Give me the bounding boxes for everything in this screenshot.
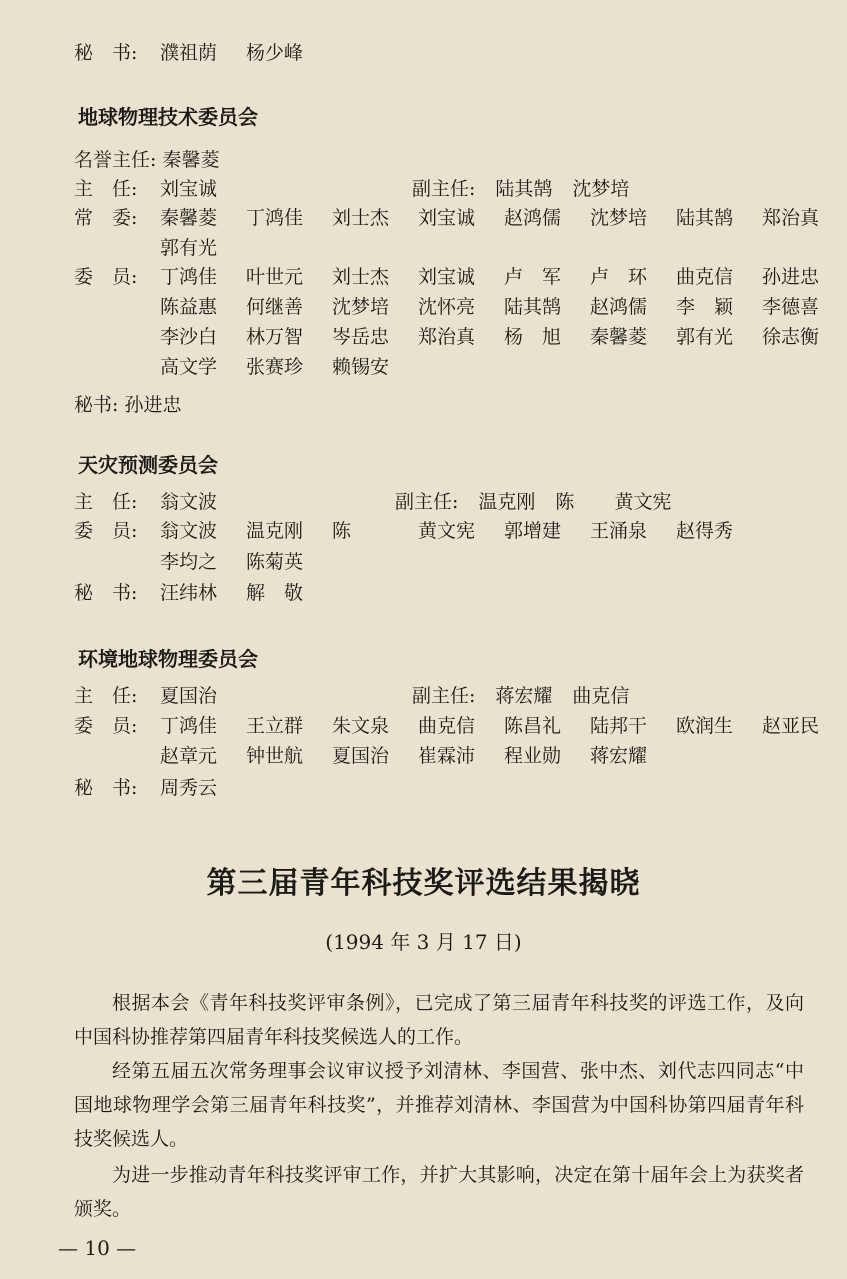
name: 王立群 bbox=[246, 715, 304, 737]
chair-label: 主 任: bbox=[74, 685, 138, 707]
name: 崔霖沛 bbox=[418, 745, 476, 767]
name: 朱文泉 bbox=[332, 715, 390, 737]
name: 丁鸿佳 bbox=[246, 207, 304, 229]
vice-chair-group bbox=[395, 489, 691, 515]
article-paragraph: 根据本会《青年科技奖评审条例》，已完成了第三届青年科技奖的评选工作，及向中国科协推荐第四届青年科技奖候选人的工作。 bbox=[74, 992, 804, 1048]
name: 秦馨菱 bbox=[590, 326, 648, 348]
name: 陈 bbox=[555, 491, 575, 513]
standing-label: 常 委: bbox=[74, 207, 138, 229]
name: 陈益惠 bbox=[160, 296, 218, 318]
name-list bbox=[160, 354, 418, 380]
name: 陆其鹄 bbox=[495, 178, 553, 200]
name: 郑治真 bbox=[762, 207, 820, 229]
name: 秦馨菱 bbox=[160, 207, 218, 229]
name: 陆其鹄 bbox=[676, 207, 734, 229]
members-label: 委 员: bbox=[74, 266, 138, 288]
name-list bbox=[160, 713, 847, 739]
name-list bbox=[160, 40, 332, 66]
name: 黄文宪 bbox=[418, 520, 476, 542]
name: 赵鸿儒 bbox=[504, 207, 562, 229]
name: 沈梦培 bbox=[590, 207, 648, 229]
vice-chair-label: 副主任: bbox=[395, 491, 459, 513]
name: 丁鸿佳 bbox=[160, 715, 218, 737]
name: 曲克信 bbox=[418, 715, 476, 737]
members-label: 委 员: bbox=[74, 715, 138, 737]
name: 翁文波 bbox=[160, 491, 218, 513]
name: 刘士杰 bbox=[332, 207, 390, 229]
section-heading-env: 环境地球物理委员会 bbox=[78, 647, 258, 671]
name: 高文学 bbox=[160, 356, 218, 378]
name: 沈梦培 bbox=[332, 296, 390, 318]
name: 刘宝诚 bbox=[418, 266, 476, 288]
article-paragraph: 为进一步推动青年科技奖评审工作，并扩大其影响，决定在第十届年会上为获奖者颁奖。 bbox=[74, 1164, 804, 1220]
name: 程业勋 bbox=[504, 745, 562, 767]
name: 李 颖 bbox=[676, 296, 734, 318]
section-heading-disaster: 天灾预测委员会 bbox=[78, 453, 218, 477]
name: 何继善 bbox=[246, 296, 304, 318]
name: 卢 环 bbox=[590, 266, 648, 288]
name: 郑治真 bbox=[418, 326, 476, 348]
name: 陈 bbox=[332, 520, 352, 542]
name: 卢 军 bbox=[504, 266, 562, 288]
name: 陈昌礼 bbox=[504, 715, 562, 737]
name: 解 敬 bbox=[246, 582, 304, 604]
name-list bbox=[160, 683, 246, 709]
chair-label: 主 任: bbox=[74, 178, 138, 200]
name: 沈梦培 bbox=[572, 178, 630, 200]
article-paragraph: 经第五届五次常务理事会议审议授予刘清林、李国营、张中杰、刘代志四同志“中国地球物理学会第三届青年科技奖”，并推荐刘清林、李国营为中国科协第四届青年科技奖候选人。 bbox=[74, 1060, 804, 1150]
name: 刘宝诚 bbox=[160, 178, 218, 200]
name: 陆其鹄 bbox=[504, 296, 562, 318]
name: 郭有光 bbox=[160, 237, 218, 259]
secretary-label: 秘 书: bbox=[74, 42, 138, 64]
name: 杨 旭 bbox=[504, 326, 562, 348]
name: 陈菊英 bbox=[246, 551, 304, 573]
name: 欧润生 bbox=[676, 715, 734, 737]
name: 徐志衡 bbox=[762, 326, 820, 348]
name: 叶世元 bbox=[246, 266, 304, 288]
vice-chair-label: 副主任: bbox=[412, 178, 476, 200]
name: 杨少峰 bbox=[246, 42, 304, 64]
honorary-chair-line: 名誉主任: 秦馨菱 bbox=[74, 149, 220, 171]
secretary-line: 秘书: 孙进忠 bbox=[74, 394, 182, 416]
members-label: 委 员: bbox=[74, 520, 138, 542]
name-list bbox=[160, 489, 246, 515]
secretary-label: 秘 书: bbox=[74, 777, 138, 799]
name: 温克刚 bbox=[478, 491, 536, 513]
vice-chair-group bbox=[412, 176, 649, 202]
name: 蒋宏耀 bbox=[495, 685, 553, 707]
name: 郭有光 bbox=[676, 326, 734, 348]
chair-label: 主 任: bbox=[74, 491, 138, 513]
name: 赖锡安 bbox=[332, 356, 390, 378]
page-number: — 10 — bbox=[58, 1236, 137, 1260]
name-list bbox=[160, 775, 246, 801]
name: 张赛珍 bbox=[246, 356, 304, 378]
name: 温克刚 bbox=[246, 520, 304, 542]
name-list bbox=[160, 743, 676, 769]
name: 丁鸿佳 bbox=[160, 266, 218, 288]
name: 孙进忠 bbox=[762, 266, 820, 288]
name-list bbox=[160, 205, 847, 231]
name: 黄文宪 bbox=[614, 491, 672, 513]
name: 曲克信 bbox=[572, 685, 630, 707]
article-title: 第三届青年科技奖评选结果揭晓 bbox=[206, 866, 641, 901]
name: 林万智 bbox=[246, 326, 304, 348]
name: 刘宝诚 bbox=[418, 207, 476, 229]
name-list bbox=[160, 264, 847, 290]
name: 钟世航 bbox=[246, 745, 304, 767]
vice-chair-label: 副主任: bbox=[412, 685, 476, 707]
name: 郭增建 bbox=[504, 520, 562, 542]
name: 濮祖荫 bbox=[160, 42, 218, 64]
name: 夏国治 bbox=[160, 685, 218, 707]
name-list bbox=[160, 549, 332, 575]
name: 曲克信 bbox=[676, 266, 734, 288]
name: 夏国治 bbox=[332, 745, 390, 767]
name-list bbox=[160, 518, 762, 544]
name: 翁文波 bbox=[160, 520, 218, 542]
name-list bbox=[160, 235, 246, 261]
article-date: (1994 年 3 月 17 日) bbox=[325, 930, 522, 954]
name-list bbox=[160, 294, 847, 320]
name: 沈怀亮 bbox=[418, 296, 476, 318]
name: 赵亚民 bbox=[762, 715, 820, 737]
name: 赵章元 bbox=[160, 745, 218, 767]
name: 汪纬林 bbox=[160, 582, 218, 604]
name: 赵得秀 bbox=[676, 520, 734, 542]
name-list bbox=[160, 580, 332, 606]
name: 李德喜 bbox=[762, 296, 820, 318]
name: 蒋宏耀 bbox=[590, 745, 648, 767]
name: 岑岳忠 bbox=[332, 326, 390, 348]
name-list bbox=[160, 324, 847, 350]
name-list bbox=[160, 176, 246, 202]
name: 周秀云 bbox=[160, 777, 218, 799]
secretary-label: 秘 书: bbox=[74, 582, 138, 604]
section-heading-geo-tech: 地球物理技术委员会 bbox=[78, 105, 258, 129]
name: 李沙白 bbox=[160, 326, 218, 348]
vice-chair-group bbox=[412, 683, 649, 709]
name: 王涌泉 bbox=[590, 520, 648, 542]
name: 李均之 bbox=[160, 551, 218, 573]
name: 陆邦干 bbox=[590, 715, 648, 737]
name: 赵鸿儒 bbox=[590, 296, 648, 318]
name: 刘士杰 bbox=[332, 266, 390, 288]
